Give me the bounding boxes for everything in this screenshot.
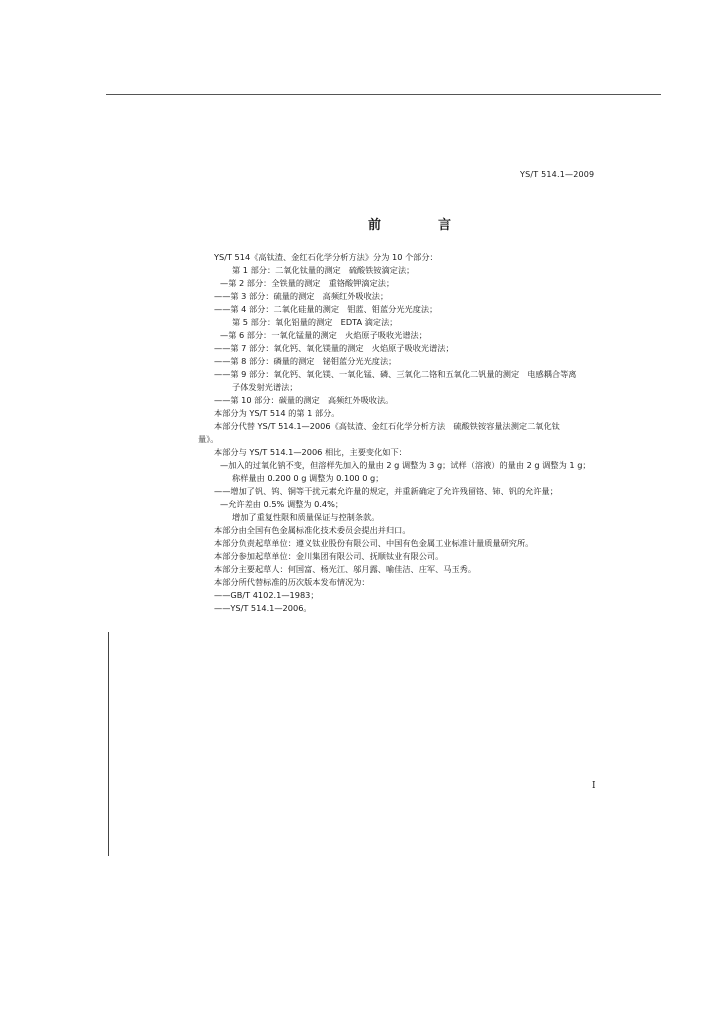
paragraph-continuation: 量》。 <box>198 434 219 444</box>
list-item: 增加了重复性限和质量保证与控制条款。 <box>232 512 380 522</box>
top-rule <box>106 94 661 95</box>
list-item: ——增加了钒、钨、铜等干扰元素允许量的规定，并重新确定了允许残留铬、铈、钒的允许量； <box>214 486 558 496</box>
paragraph: 本部分代替 YS/T 514.1—2006《高钛渣、金红石化学分析方法 硫酸铁铵容量法测定二氧化钛 <box>214 421 560 431</box>
list-item: —第 2 部分：全铁量的测定 重铬酸钾滴定法； <box>220 278 395 288</box>
list-item: —第 6 部分：一氧化锰量的测定 火焰原子吸收光谱法； <box>220 330 427 340</box>
list-item: ——第 3 部分：硫量的测定 高频红外吸收法； <box>214 291 389 301</box>
list-item-continuation: 称样量由 0.200 0 g 调整为 0.100 0 g； <box>232 473 384 483</box>
list-item: ——第 4 部分：二氧化硅量的测定 钼蓝、钼蓝分光光度法； <box>214 304 438 314</box>
list-item: ——第 10 部分：碳量的测定 高频红外吸收法。 <box>214 395 394 405</box>
paragraph: 本部分由全国有色金属标准化技术委员会提出并归口。 <box>214 525 411 535</box>
paragraph: 本部分为 YS/T 514 的第 1 部分。 <box>214 408 340 418</box>
paragraph: 本部分所代替标准的历次版本发布情况为： <box>214 577 370 587</box>
paragraph: 本部分参加起草单位：金川集团有限公司、抚顺钛业有限公司。 <box>214 551 444 561</box>
page-title: 前 言 <box>368 218 474 233</box>
standard-code: YS/T 514.1—2009 <box>520 170 595 179</box>
list-item: ——YS/T 514.1—2006。 <box>214 603 312 613</box>
list-item-continuation: 子体发射光谱法； <box>232 382 298 392</box>
list-item: ——第 9 部分：氧化钙、氧化镁、一氧化锰、磷、三氧化二铬和五氧化二钒量的测定 电感耦合等离 <box>214 369 577 379</box>
list-item: ——第 8 部分：磷量的测定 铋钼蓝分光光度法； <box>214 356 397 366</box>
list-item: —加入的过氧化钠不变，但溶样先加入的量由 2 g 调整为 3 g；试样（溶液）的量由 2 g 调整为 1 g； <box>220 460 591 470</box>
list-item: 第 1 部分：二氧化钛量的测定 硫酸铁铵滴定法； <box>232 265 415 275</box>
paragraph: 本部分负责起草单位：遵义钛业股份有限公司、中国有色金属工业标准计量质量研究所。 <box>214 538 534 548</box>
left-margin-rule <box>108 632 109 856</box>
list-item: ——GB/T 4102.1—1983； <box>214 590 319 600</box>
paragraph: 本部分与 YS/T 514.1—2006 相比，主要变化如下： <box>214 447 407 457</box>
list-item: —允许差由 0.5% 调整为 0.4%； <box>220 499 344 509</box>
paragraph: 本部分主要起草人：何国富、杨光江、邬月露、喻佳洁、庄军、马玉秀。 <box>214 564 477 574</box>
paragraph: YS/T 514《高钛渣、金红石化学分析方法》分为 10 个部分： <box>214 252 438 262</box>
list-item: 第 5 部分：氧化铝量的测定 EDTA 滴定法； <box>232 317 398 327</box>
list-item: ——第 7 部分：氧化钙、氧化镁量的测定 火焰原子吸收光谱法； <box>214 343 454 353</box>
page-number: I <box>592 781 596 791</box>
